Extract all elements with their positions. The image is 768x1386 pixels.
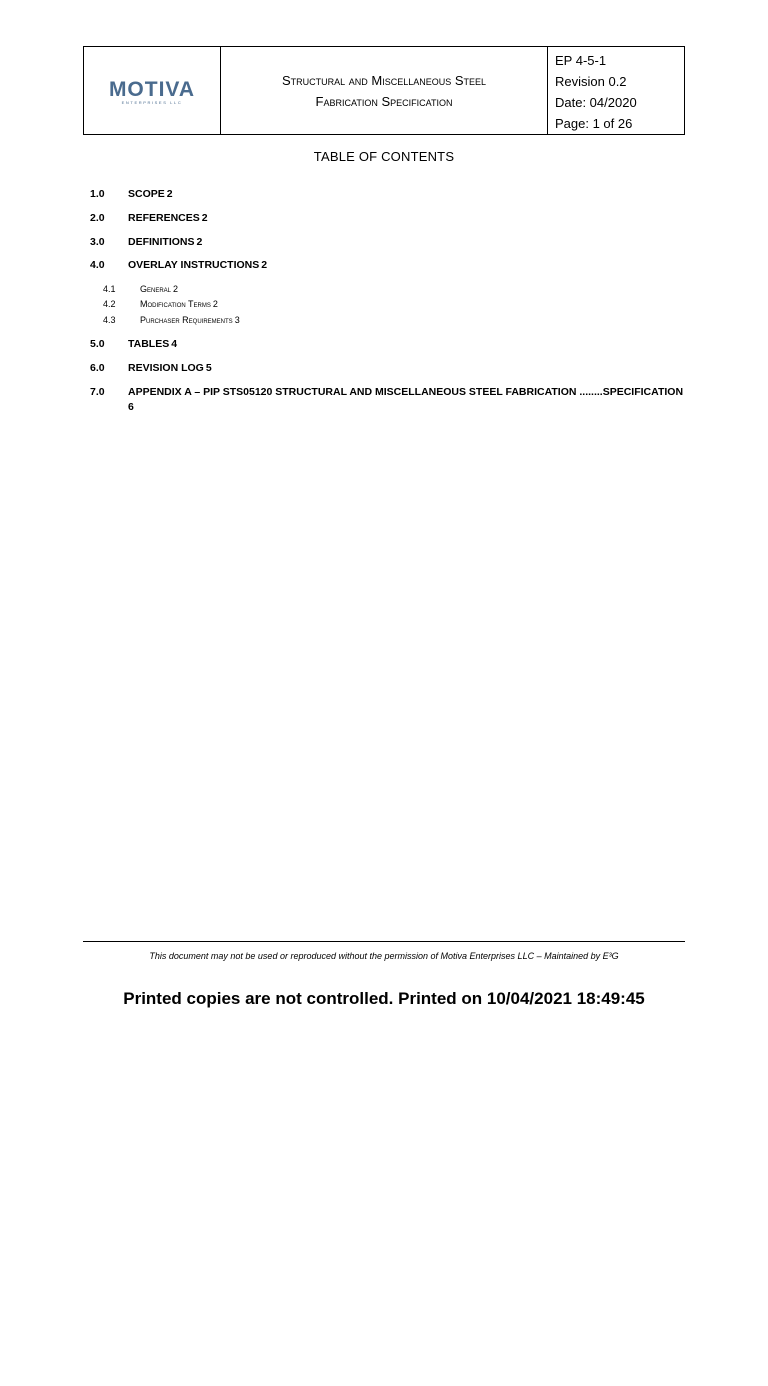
document-header-table [83, 46, 685, 135]
footer-permission-note: This document may not be used or reproduced without the permission of Motiva Enterprises LLC – Maintained by E³G [149, 951, 619, 961]
toc-entry-page: 4 [171, 338, 178, 350]
toc-heading: TABLE OF CONTENTS [313, 149, 455, 164]
toc-entry-number: 4.2 [103, 299, 116, 309]
footer-divider [83, 941, 685, 942]
document-date: Date: 04/2020 [555, 95, 637, 110]
toc-entry-label: REFERENCES [128, 212, 200, 224]
toc-entry-page: 2 [261, 259, 268, 271]
toc-entry-number: 3.0 [90, 236, 105, 248]
toc-entry-label: SCOPE [128, 188, 165, 200]
toc-entry-number: 4.3 [103, 315, 116, 325]
toc-entry-number: 4.1 [103, 284, 116, 294]
company-logo [108, 77, 196, 106]
document-title [221, 47, 548, 134]
toc-entry-appendix-a[interactable] [90, 386, 684, 413]
document-title-line2: Fabrication Specification [315, 93, 453, 109]
toc-entry-label: APPENDIX A – PIP STS05120 STRUCTURAL AND MISCELLANEOUS STEEL FABRICATION ........SPECIFICATION [128, 386, 684, 398]
toc-entry-label: Modification Terms [140, 299, 211, 309]
toc-entry-label: General [140, 284, 172, 294]
toc-entry-number: 6.0 [90, 362, 105, 374]
logo-subtext: ENTERPRISES LLC [121, 99, 183, 105]
toc-entry-page: 2 [166, 188, 173, 200]
toc-entry-label: OVERLAY INSTRUCTIONS [128, 259, 260, 271]
toc-entry-label: REVISION LOG [128, 362, 204, 374]
printed-copies-notice: Printed copies are not controlled. Printed on 10/04/2021 18:49:45 [123, 989, 645, 1008]
toc-entry-page: 2 [173, 284, 179, 294]
toc-entry-label: Purchaser Requirements [140, 315, 233, 325]
document-number: EP 4-5-1 [555, 53, 607, 68]
toc-entry-page: 2 [196, 236, 203, 248]
toc-entry-page: 5 [205, 362, 212, 374]
toc-entry-number: 7.0 [90, 386, 105, 398]
document-title-line1: Structural and Miscellaneous Steel [281, 72, 487, 88]
toc-entry-number: 1.0 [90, 188, 105, 200]
toc-entry-number: 2.0 [90, 212, 105, 224]
toc-entry-label: TABLES [128, 338, 170, 350]
toc-entry-revision-log[interactable] [90, 362, 678, 1386]
document-meta [548, 47, 684, 134]
toc-entry-page: 3 [234, 315, 240, 325]
toc-entry-number: 4.0 [90, 259, 105, 271]
toc-entry-page: 6 [128, 401, 134, 413]
logo-text: MOTIVA [108, 77, 196, 101]
toc-entry-page: 2 [201, 212, 208, 224]
toc-entry-label: DEFINITIONS [128, 236, 195, 248]
document-revision: Revision 0.2 [555, 74, 627, 89]
logo-cell [84, 47, 221, 134]
toc-entry-page: 2 [212, 299, 218, 309]
document-page-number: Page: 1 of 26 [555, 116, 633, 131]
toc-entry-number: 5.0 [90, 338, 105, 350]
